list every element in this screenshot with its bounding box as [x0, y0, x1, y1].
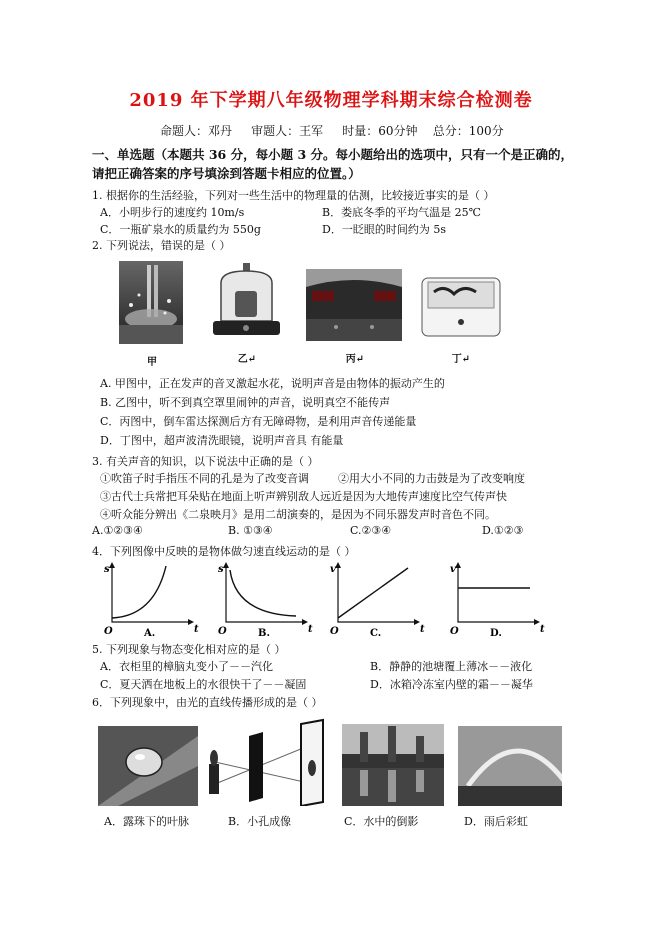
q2-stem: 2. 下列说法，错误的是（ ） [92, 239, 231, 252]
q5-option-a: A．衣柜里的樟脑丸变小了－－汽化 [100, 660, 273, 673]
q2-caption-bing: 丙↵ [345, 354, 365, 365]
q3-stem: 3. 有关声音的知识，以下说法中正确的是（ ） [92, 455, 319, 468]
q1-option-b: B．娄底冬季的平均气温是 25℃ [322, 206, 481, 219]
q4-graph-b [218, 560, 318, 640]
q3-option-d: D.①②③ [482, 524, 524, 537]
exam-meta [160, 122, 504, 139]
q6-option-a: A．露珠下的叶脉 [104, 815, 189, 828]
q4-graph-letter: C. [370, 628, 382, 639]
q2-option-c: C．丙图中，倒车雷达探测后方有无障碍物，是利用声音传递能量 [100, 415, 417, 428]
q3-statement-1: ①吹笛子时手指压不同的孔是为了改变音调 [100, 472, 309, 485]
q3-statement-4: ④听众能分辨出《二泉映月》是用二胡演奏的，是因为不同乐器发声时音色不同。 [100, 508, 496, 521]
axis-arrows [109, 562, 194, 625]
accelerating-curve [112, 566, 166, 618]
q5-option-c: C．夏天洒在地板上的水很快干了－－凝固 [100, 678, 307, 691]
q4-graph-xlabel: t [308, 624, 313, 635]
q4-graph-c [330, 560, 430, 640]
q1-option-c: C．一瓶矿泉水的质量约为 550g [100, 223, 261, 236]
q4-graph-origin: O [450, 626, 459, 637]
q4-graph-xlabel: t [540, 624, 545, 635]
q6-stem: 6．下列现象中，由光的直线传播形成的是（ ） [92, 696, 323, 709]
q3-statement-2: ②用大小不同的力击鼓是为了改变响度 [338, 472, 525, 485]
q2-option-d: D．丁图中，超声波清洗眼镜，说明声音具 有能量 [100, 434, 344, 447]
q4-graph-letter: B. [258, 628, 270, 639]
q5-option-b: B．静静的池塘覆上薄冰－－液化 [370, 660, 533, 673]
q4-graph-ylabel: s [218, 564, 224, 575]
axis-arrows [335, 562, 420, 625]
q6-option-b: B．小孔成像 [228, 815, 292, 828]
rainbow-photo [458, 726, 562, 806]
ultrasonic-cleaner-photo [418, 270, 504, 340]
q2-option-b: B. 乙图中，听不到真空罩里闹钟的声音，说明真空不能传声 [100, 396, 391, 409]
q3-option-a: A.①②③④ [92, 524, 143, 537]
q3-option-b: B. ①③④ [228, 524, 273, 537]
q4-graph-ylabel: s [104, 564, 110, 575]
decelerating-curve [230, 570, 296, 616]
q4-graph-letter: A. [144, 628, 156, 639]
car-reversing-radar-photo [306, 269, 402, 341]
linear-velocity-line [338, 568, 408, 618]
q1-stem: 1. 根据你的生活经验，下列对一些生活中的物理量的估测，比较接近事实的是（ ） [92, 189, 495, 202]
axis-arrows [455, 562, 540, 625]
q3-option-c: C.②③④ [350, 524, 392, 537]
q2-caption-yi: 乙↵ [237, 354, 257, 365]
axes [112, 564, 192, 622]
q4-graph-xlabel: t [194, 624, 199, 635]
section-heading-line1: 一、单选题（本题共 36 分，每小题 3 分。每小题给出的选项中，只有一个是正确的， [92, 147, 574, 162]
time: 时量：60分钟 [342, 124, 418, 138]
exam-title: 2019 年下学期八年级物理学科期末综合检测卷 [129, 90, 533, 111]
q4-graph-letter: D. [490, 628, 502, 639]
axes [338, 564, 418, 622]
q6-option-d: D．雨后彩虹 [464, 815, 528, 828]
section-heading-line2: 请把正确答案的序号填涂到答题卡相应的位置。） [92, 166, 361, 181]
q1-option-d: D．一眨眼的时间约为 5s [322, 223, 446, 236]
tuning-fork-splash-photo [119, 261, 183, 344]
dewdrop-leaf-photo [98, 726, 198, 806]
pinhole-imaging-diagram [205, 718, 330, 806]
q1-option-a: A．小明步行的速度约 10m/s [100, 206, 245, 219]
water-reflection-photo [342, 724, 444, 806]
author: 命题人：邓丹 [160, 124, 233, 138]
reviewer: 审题人：王军 [251, 124, 324, 138]
q4-graph-xlabel: t [420, 624, 425, 635]
q4-graph-origin: O [104, 626, 113, 637]
q4-graph-d [450, 560, 550, 640]
bell-jar-clock-photo [209, 261, 284, 344]
q2-option-a: A. 甲图中，正在发声的音叉激起水花，说明声音是由物体的振动产生的 [100, 377, 445, 390]
q5-stem: 5. 下列现象与物态变化相对应的是（ ） [92, 643, 286, 656]
q2-caption-jia: 甲 [147, 357, 157, 368]
q4-graph-origin: O [330, 626, 339, 637]
q2-caption-ding: 丁↵ [451, 354, 471, 365]
q4-graph-ylabel: v [450, 564, 456, 575]
q4-graph-ylabel: v [330, 564, 336, 575]
q6-option-c: C．水中的倒影 [344, 815, 419, 828]
q4-graph-origin: O [218, 626, 227, 637]
q4-graph-a [104, 560, 204, 640]
q4-stem: 4．下列图像中反映的是物体做匀速直线运动的是（ ） [92, 545, 356, 558]
q5-option-d: D．冰箱冷冻室内壁的霜－－凝华 [370, 678, 533, 691]
q3-statement-3: ③古代士兵常把耳朵贴在地面上听声辨别敌人远近是因为大地传声速度比空气传声快 [100, 490, 507, 503]
total: 总分：100分 [432, 124, 504, 138]
axes [458, 564, 538, 622]
